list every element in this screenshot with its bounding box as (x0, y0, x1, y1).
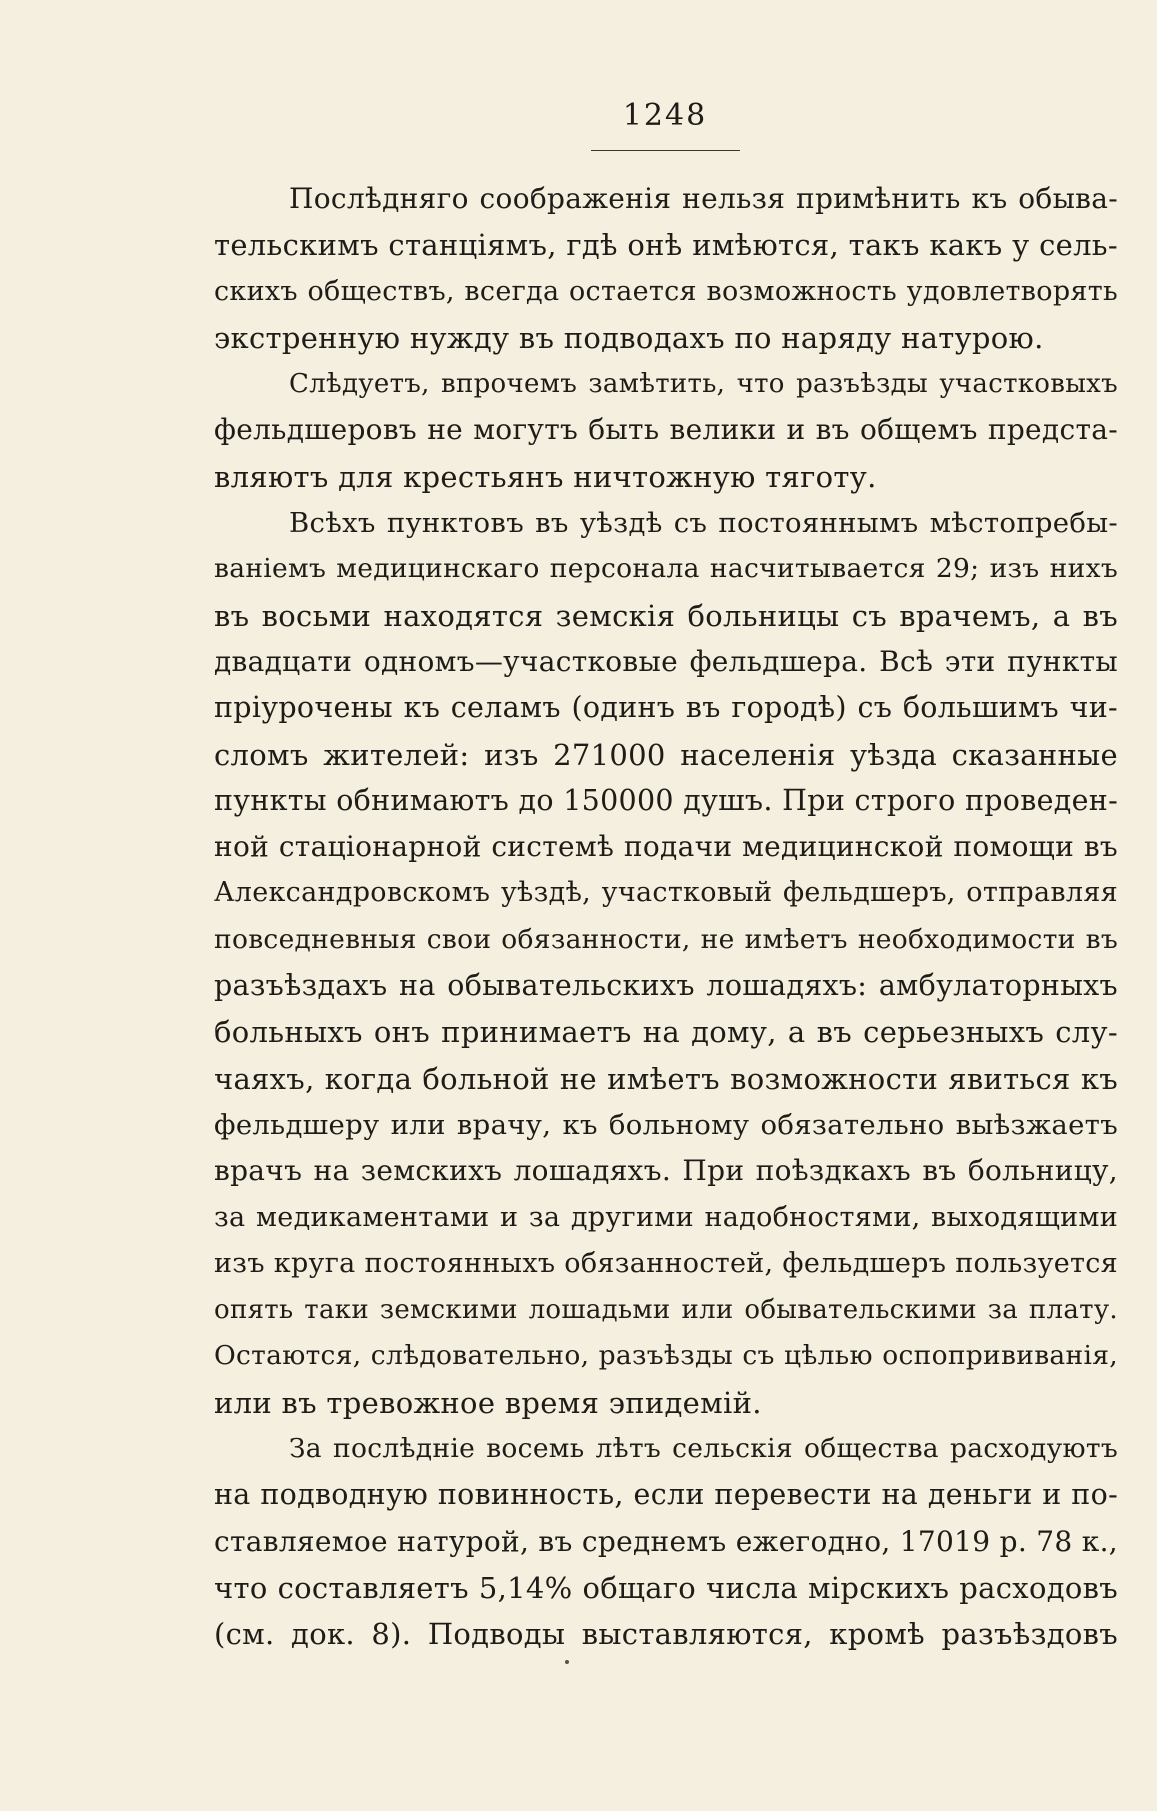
text-line: (см. док. 8). Подводы выставляются, кромѣ разъѣздовъ (214, 1617, 1118, 1652)
text-line: двадцати одномъ—участковые фельдшера. Всѣ эти пункты (214, 644, 1118, 678)
text-line: на подводную повинность, если перевести на деньги и по- (214, 1478, 1118, 1512)
text-line: разъѣздахъ на обывательскихъ лошадяхъ: амбулаторныхъ (214, 969, 1118, 1003)
text-line: изъ круга постоянныхъ обязанностей, фельдшеръ пользуется (214, 1247, 1118, 1279)
text-line: Александровскомъ уѣздѣ, участковый фельдшеръ, отправляя (214, 877, 1118, 909)
text-line: тельскимъ станціямъ, гдѣ онѣ имѣются, такъ какъ у сель- (214, 228, 1118, 263)
text-line: повседневныя свои обязанности, не имѣетъ необходимости въ (214, 923, 1118, 955)
body-text (214, 176, 1118, 1658)
text-line: Слѣдуетъ, впрочемъ замѣтить, что разъѣзды участковыхъ (289, 369, 1118, 400)
text-line: Послѣдняго соображенія нельзя примѣнить къ обыва- (289, 182, 1118, 215)
text-line: или въ тревожное время эпидемій. (214, 1385, 762, 1420)
text-line: сломъ жителей: изъ 271000 населенія уѣзда сказанные (214, 737, 1118, 772)
text-line: за медикаментами и за другими надобностями, выходящими (214, 1201, 1118, 1233)
text-line: больныхъ онъ принимаетъ на дому, а въ серьезныхъ слу- (214, 1015, 1118, 1050)
page-number-rule (591, 150, 740, 151)
text-line: фельдшеровъ не могутъ быть велики и въ общемъ предста- (214, 413, 1118, 447)
text-line: ной стаціонарной системѣ подачи медицинской помощи въ (214, 830, 1118, 864)
text-line: ваніемъ медицинскаго персонала насчитывается 29; изъ нихъ (214, 553, 1118, 585)
text-line: фельдшеру или врачу, къ больному обязательно выѣзжаетъ (214, 1108, 1118, 1141)
text-line: ставляемое натурой, въ среднемъ ежегодно, 17019 р. 78 к., (214, 1524, 1118, 1558)
print-speck (565, 1660, 569, 1664)
text-line: что составляетъ 5,14% общаго числа мірскихъ расходовъ (214, 1570, 1118, 1605)
text-line: пункты обнимаютъ до 150000 душъ. При строго проведен- (214, 783, 1118, 817)
text-line: Всѣхъ пунктовъ въ уѣздѣ съ постояннымъ мѣстопребы- (289, 507, 1118, 540)
page-number: 1248 (622, 98, 708, 133)
text-line: экстренную нужду въ подводахъ по наряду натурою. (214, 320, 1044, 355)
text-line: опять таки земскими лошадьми или обывательскими за плату. (214, 1295, 1118, 1326)
text-line: Остаются, слѣдовательно, разъѣзды съ цѣлью оспопрививанія, (214, 1340, 1118, 1372)
text-line: вляютъ для крестьянъ ничтожную тяготу. (214, 459, 877, 494)
text-line: чаяхъ, когда больной не имѣетъ возможности явиться къ (214, 1061, 1118, 1096)
text-line: въ восьми находятся земскія больницы съ врачемъ, а въ (214, 598, 1118, 633)
text-line: За послѣдніе восемь лѣтъ сельскія общества расходуютъ (289, 1433, 1118, 1465)
text-line: врачъ на земскихъ лошадяхъ. При поѣздкахъ въ больницу, (214, 1154, 1118, 1188)
text-line: пріурочены къ селамъ (одинъ въ городѣ) съ большимъ чи- (214, 691, 1118, 725)
text-line: скихъ обществъ, всегда остается возможность удовлетворять (214, 275, 1118, 307)
